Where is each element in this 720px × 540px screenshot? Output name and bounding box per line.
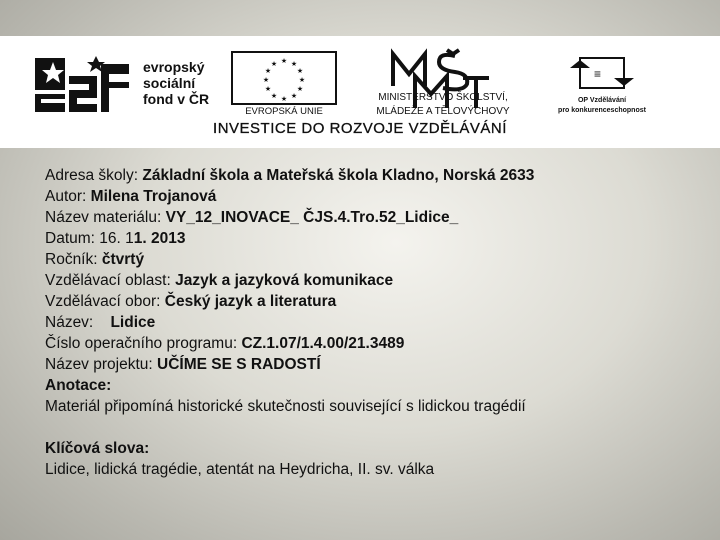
keywords-heading: Klíčová slova: (45, 440, 150, 457)
field-label: Název materiálu: (45, 209, 166, 226)
field-value: Lidice (110, 314, 156, 331)
esf-text-2: sociální (143, 75, 196, 91)
msmt-logo (343, 46, 535, 118)
svg-text:★: ★ (264, 68, 272, 75)
field-label: Název: (45, 314, 111, 331)
field-row-date (45, 228, 705, 249)
svg-text:★: ★ (298, 77, 306, 84)
svg-text:★: ★ (270, 61, 278, 68)
svg-text:★: ★ (290, 93, 298, 100)
keywords-text: Lidice, lidická tragédie, atentát na Heydricha, II. sv. válka (45, 461, 435, 478)
field-label: Ročník: (45, 251, 102, 268)
eu-caption: EVROPSKÁ UNIE (245, 106, 323, 116)
annotation-heading: Anotace: (45, 377, 112, 394)
field-row-project-name (45, 354, 705, 375)
eu-flag-logo (228, 50, 340, 116)
svg-text:★: ★ (270, 93, 278, 100)
field-label: Vzdělávací oblast: (45, 272, 176, 289)
op-logo (540, 48, 665, 116)
svg-text:★: ★ (296, 68, 304, 75)
svg-text:★: ★ (290, 61, 298, 68)
field-row-school-address (45, 165, 705, 186)
field-value: Milena Trojanová (90, 188, 217, 205)
field-row-grade (45, 249, 705, 270)
msmt-caption-2: MLÁDEŽE A TĚLOVÝCHOVY (376, 106, 510, 117)
field-label: Adresa školy: (45, 167, 143, 184)
field-value: CZ.1.07/1.4.00/21.3489 (241, 335, 405, 352)
document-info (45, 165, 705, 480)
svg-text:★: ★ (296, 86, 304, 93)
banner-tagline: INVESTICE DO ROZVOJE VZDĚLÁVÁNÍ (213, 120, 507, 137)
annotation-text: Materiál připomíná historické skutečnosti související s lidickou tragédií (45, 398, 526, 415)
field-row-title (45, 312, 705, 333)
svg-text:★: ★ (264, 86, 272, 93)
field-value: Základní škola a Mateřská škola Kladno, Norská 2633 (142, 167, 535, 184)
op-caption-2: pro konkurenceschopnost (558, 107, 646, 114)
field-row-author (45, 186, 705, 207)
spacer (45, 417, 705, 438)
field-value: Český jazyk a literatura (164, 293, 337, 310)
field-value: UČÍME SE S RADOSTÍ (157, 356, 321, 373)
op-caption-1: OP Vzdělávání (577, 97, 627, 104)
msmt-caption-1: MINISTERSTVO ŠKOLSTVÍ, (378, 92, 508, 103)
field-label: Vzdělávací obor: (45, 293, 165, 310)
field-label: Autor: (45, 188, 91, 205)
esf-text-3: fond v ČR (143, 91, 210, 107)
esf-text-1: evropský (143, 59, 205, 75)
svg-text:★: ★ (280, 58, 288, 65)
svg-text:★: ★ (280, 96, 288, 103)
field-label: Datum: 16. 1 (45, 230, 134, 247)
field-row-program-number (45, 333, 705, 354)
field-row-material-name (45, 207, 705, 228)
field-value: 1. 2013 (133, 230, 186, 247)
field-label: Číslo operačního programu: (45, 335, 242, 352)
logo-banner (0, 36, 720, 148)
field-value: čtvrtý (101, 251, 145, 268)
esf-logo (33, 54, 233, 114)
svg-text:★: ★ (262, 77, 270, 84)
field-row-education-area (45, 270, 705, 291)
field-row-subject (45, 291, 705, 312)
field-value: Jazyk a jazyková komunikace (175, 272, 394, 289)
op-book-icon: ≡ (594, 67, 602, 81)
field-value: VY_12_INOVACE_ ČJS.4.Tro.52_Lidice_ (165, 209, 459, 226)
field-label: Název projektu: (45, 356, 157, 373)
